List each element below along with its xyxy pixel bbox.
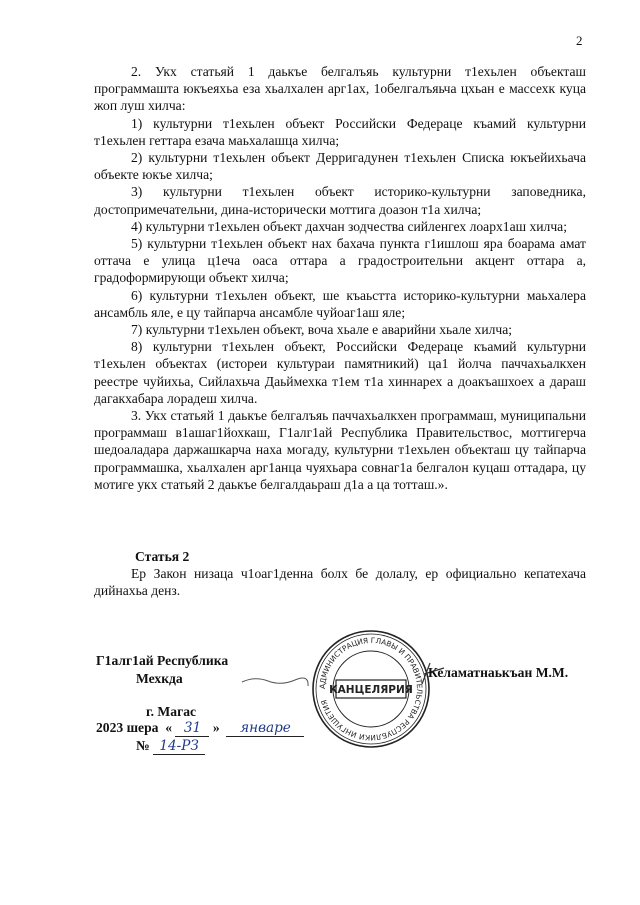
signatory-title-line2: Мехкда — [136, 671, 183, 686]
seal-ring-text: АДМИНИСТРАЦИЯ ГЛАВЫ И ПРАВИТЕЛЬСТВА РЕСПУБЛИКИ ИНГУШЕТИЯ — [317, 635, 425, 743]
article-text: Ер Закон низаца ч1оаг1денна болх бе долалу, ер официально кепатехача дийнахьа денз. — [94, 566, 586, 599]
law-number-handwritten: 14-РЗ — [153, 738, 205, 755]
day-handwritten: 31 — [175, 720, 209, 737]
law-body-text — [94, 63, 586, 493]
list-item-1: 1) культурни т1ехьлен объект Российски Федераце къамий культурни т1ехьлен геттара езача маьхалашца хилча; — [94, 115, 586, 148]
list-item-3: 3) культурни т1ехьлен объект историко-культурни заповедника, достопримечательни, дина-исторически моттигa доазон т1а хилча; — [94, 184, 586, 217]
date-line — [96, 720, 304, 737]
date-open-quote: « — [161, 720, 173, 735]
article-heading: Статья 2 — [135, 549, 190, 564]
page-number: 2 — [576, 33, 583, 48]
official-stamp-seal — [310, 628, 432, 750]
list-item-5: 5) культурни т1ехьлен объект нах бахача пункта г1ишлош яра боарама амат оттача е улица ц1еча оаса оттара а градостроительни акцент оттара а, градоформирующи объект хилча; — [94, 236, 586, 286]
law-number-line — [136, 738, 205, 755]
signatory-title — [96, 652, 228, 688]
signature-scribble — [240, 672, 310, 692]
paragraph-clause-2: 2. Укх статьяй 1 даькъе белгалъяь культурни т1ехьлен объекташ программашта юкъеяхьа еза хьалхален арг1ах, 1обелгалъяьча цхьан е массехк куца жоп луш хилча: — [94, 64, 586, 114]
list-item-4: 4) культурни т1ехьлен объект дахчан зодчества сийленгех лоарх1аш хилча; — [131, 218, 567, 234]
signer-name: Келаматнаькъан М.М. — [428, 665, 569, 680]
list-item-6: 6) культурни т1ехьлен объект, ше къаьстта историко-культурни маьхалера ансамбль яле, е цу тайпарча ансамбле чуйоаг1аш яле; — [94, 287, 586, 320]
date-close-quote: » — [212, 720, 224, 735]
signatory-title-line1: Г1алг1ай Республика — [96, 653, 229, 668]
list-item-7: 7) культурни т1ехьлен объект, воча хьале е аварийни хьале хилча; — [131, 322, 513, 338]
number-prefix: № — [136, 738, 150, 753]
seal-center-text: КАНЦЕЛЯРИЯ — [329, 684, 413, 696]
list-item-8: 8) культурни т1ехьлен объект, Российски Федераце къамий культурни т1ехьлен объектах (истореи культураи памятникий) ца1 йолча паччахьалкхен реестре чуйихьа, Сийлахьча Даьймехка т1ем т1а хиннарех а доакъашхоех а дараш дагакхабара лорадеш хилча. — [94, 339, 586, 406]
place-of-signing: г. Магас — [146, 704, 197, 719]
paragraph-clause-3: 3. Укх статьяй 1 даькъе белгалъяь паччахьалкхен программаш, муниципальни программаш в1ашаг1йохкаш, Г1алг1ай Республика Правительствос, моттигерча шедоаладара даржашкарча наха могаду, культурни т1ехьлен объекташ цу тайпарча программашка, хьалхален арг1анца чуяхьара совнаг1а белгалон куцаш оттадара, цу мотиге укх статьяй 2 даькъе белгалдаьраш д1а а ца тотташ.». — [94, 408, 586, 492]
list-item-2: 2) культурни т1ехьлен объект Дерригадунен т1ехьлен Списка юкъейихьача объекте юкъе хилча; — [94, 150, 586, 183]
month-handwritten: январе — [226, 720, 304, 737]
year-label: 2023 шера — [96, 720, 159, 735]
article-2 — [94, 548, 586, 600]
